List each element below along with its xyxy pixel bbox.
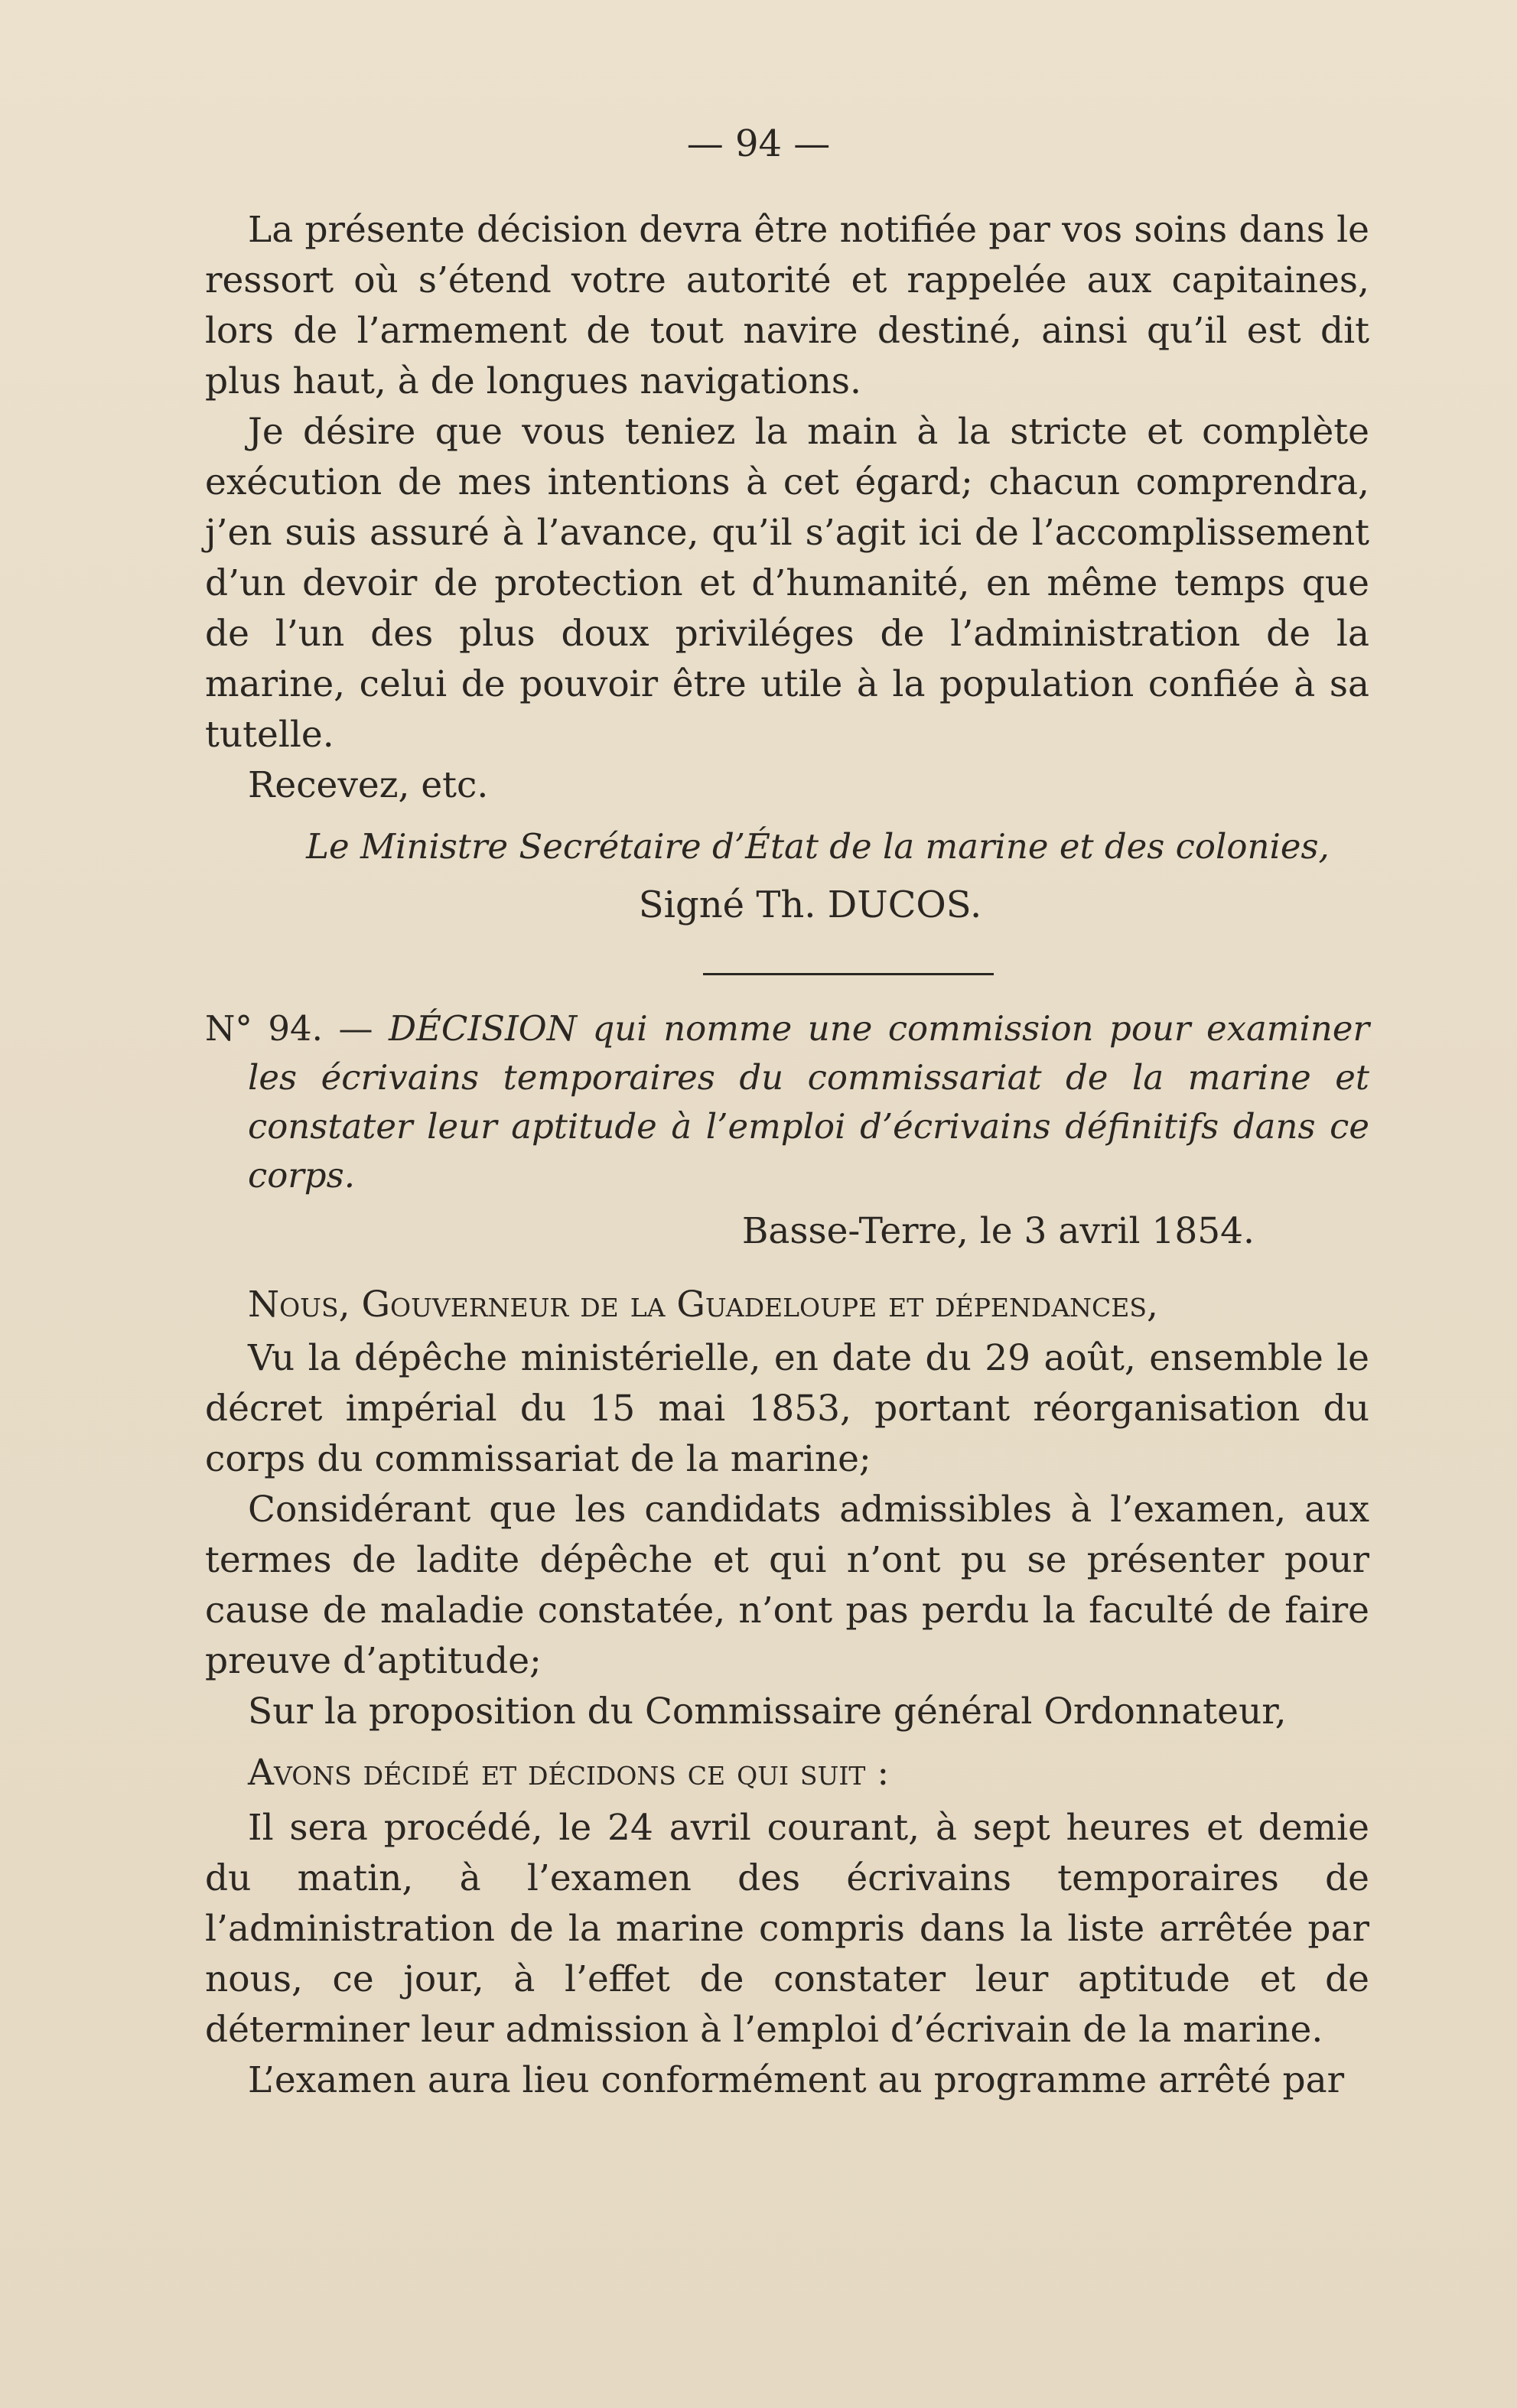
consideration-paragraph: Sur la proposition du Commissaire général Ordonnateur, [248,1690,1287,1733]
consideration-paragraph: Considérant que les candidats admissibles à l’examen, aux termes de ladite dépêche et qui n’ont pu se présenter pour cause de maladie constatée, n’ont pas perdu la faculté de faire preuve d’aptitude; [205,1489,1369,1682]
decision-title-text: DÉCISION qui nomme une commission pour examiner les écrivains temporaires du commissariat de la marine et constater leur aptitude à l’emploi d’écrivains définitifs dans ce corps. [248,1008,1369,1196]
page-number: — 94 — [686,122,831,165]
signature-minister: Le Ministre Secrétaire d’État de la marine et des colonies, [306,826,1330,867]
decision-formula: Avons décidé et décidons ce qui suit : [248,1752,890,1794]
decision-heading: Nous, Gouverneur de la Guadeloupe et dépendances, [248,1284,1158,1326]
decision-number: N° 94. — [205,1008,373,1049]
decision-title [205,1004,1369,1200]
article-paragraph: L’examen aura lieu conformément au programme arrêté par [248,2059,1345,2101]
document-body [205,205,1369,2106]
signature-name: Signé Th. DUCOS. [638,883,982,926]
dateline: Basse-Terre, le 3 avril 1854. [741,1210,1255,1252]
consideration-paragraph: Vu la dépêche ministérielle, en date du 29 août, ensemble le décret impérial du 15 mai 1853, portant réorganisation du corps du commissariat de la marine; [205,1337,1369,1480]
closing-line: Recevez, etc. [248,764,489,806]
intro-paragraph: Je désire que vous teniez la main à la stricte et complète exécution de mes intentions à cet égard; chacun comprendra, j’en suis assuré à l’avance, qu’il s’agit ici de l’accomplissement d’un devoir de protection et d’humanité, en même temps que de l’un des plus doux priviléges de l’administration de la marine, celui de pouvoir être utile à la population confiée à sa tutelle. [205,411,1369,756]
section-divider [703,973,994,975]
article-paragraph: Il sera procédé, le 24 avril courant, à sept heures et demie du matin, à l’examen des écrivains temporaires de l’administration de la marine compris dans la liste arrêtée par nous, ce jour, à l’effet de constater leur aptitude et de déterminer leur admission à l’emploi d’écrivain de la marine. [205,1807,1369,2051]
intro-paragraph: La présente décision devra être notifiée par vos soins dans le ressort où s’étend votre autorité et rappelée aux capitaines, lors de l’armement de tout navire destiné, ainsi qu’il est dit plus haut, à de longues navigations. [205,209,1369,402]
